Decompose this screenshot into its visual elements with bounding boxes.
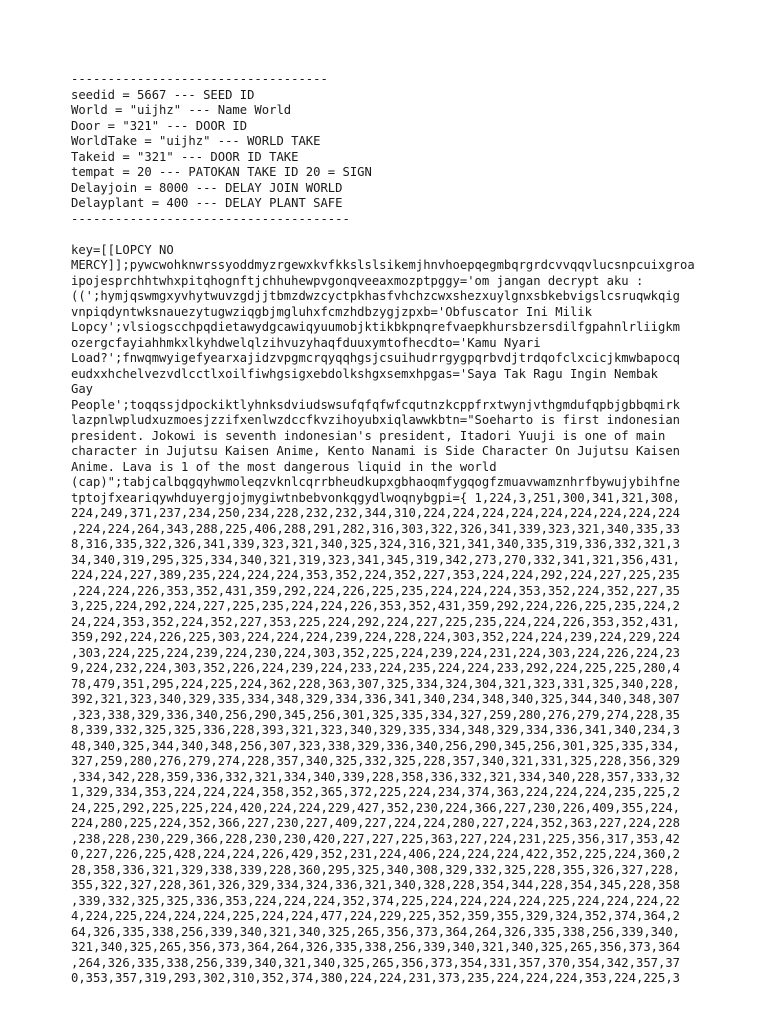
code-line: 48,340,325,344,340,348,256,307,323,338,329,336,340,256,290,345,256,301,325,335,334, (71, 738, 681, 753)
code-line: ,238,228,230,229,366,228,230,230,420,227,227,225,363,227,224,231,225,356,317,353,42 (71, 831, 681, 846)
header-line: WorldTake = "uijhz" --- WORLD TAKE (71, 134, 321, 148)
code-line: key=[[LOPCY NO (71, 242, 174, 257)
code-line: (cap)";tabjcalbqgqyhwmoleqzvknlcqrrbheudkupxgbhaoqmfygqogfzmuavwamznhrfbywujybihfne (71, 475, 681, 489)
code-line: Anime. Lava is 1 of the most dangerous liquid in the world (71, 459, 497, 474)
code-line: lazpnlwpludxuzmoesjzzifxenlwzdccfkvzihoyubxiqlawwkbtn="Soeharto is first indonesian (71, 413, 681, 427)
code-line: Lopcy';vlsiogscchpqdietawydgcawiqyuumobjktikbkpnqrefvaepkhursbzersdilfgpahnlrliigkm (71, 320, 681, 334)
blank-line (71, 227, 731, 243)
code-line: 224,280,225,224,352,366,227,230,227,409,227,224,224,280,227,224,352,363,227,224,228 (71, 816, 681, 830)
header-line: World = "uijhz" --- Name World (71, 103, 292, 117)
code-line: vnpiqdyntwksnauezytugwziqgbjmgluhxfcmzhdbzygjzpxb='Obfuscator Ini Milik (71, 304, 592, 319)
code-line: 0,353,357,319,293,302,310,352,374,380,224,224,231,373,235,224,224,224,353,224,225,3 (71, 971, 681, 985)
code-line: 3,225,224,292,224,227,225,235,224,224,226,353,352,431,359,292,224,226,225,235,224,2 (71, 599, 681, 613)
code-line: 8,339,332,325,325,336,228,393,321,323,340,329,335,334,348,329,334,336,341,340,234,3 (71, 723, 681, 737)
code-line: 355,322,327,228,361,326,329,334,324,336,321,340,328,228,354,344,228,354,345,228,358 (71, 878, 681, 892)
code-line: 8,316,335,322,326,341,339,323,321,340,325,324,316,321,341,340,335,319,336,332,321,3 (71, 537, 681, 551)
code-line: ,339,332,325,325,336,353,224,224,224,352,374,225,224,224,224,224,225,224,224,224,22 (71, 893, 681, 908)
code-line: 1,329,334,353,224,224,224,358,352,365,372,225,224,234,374,363,224,224,224,235,225,2 (71, 785, 681, 799)
code-line: 327,259,280,276,279,274,228,357,340,325,332,325,228,357,340,321,331,325,228,356,329 (71, 754, 681, 768)
code-line: 392,321,323,340,329,335,334,348,329,334,336,341,340,234,348,340,325,344,340,348,307 (71, 692, 681, 706)
code-line: tptojfxeariqywhduyergjojmygiwtnbebvonkqgydlwoqnybgpi={ 1,224,3,251,300,341,321,308, (71, 490, 681, 505)
header-line: Door = "321" --- DOOR ID (71, 118, 248, 133)
header-line: Delayplant = 400 --- DELAY PLANT SAFE (71, 196, 343, 210)
header-line: ----------------------------------- (71, 72, 328, 86)
code-line: 224,249,371,237,234,250,234,228,232,232,344,310,224,224,224,224,224,224,224,224,224 (71, 506, 681, 520)
code-line: ,224,224,226,353,352,431,359,292,224,226,225,235,224,224,224,353,352,224,352,227,35 (71, 583, 681, 598)
code-line: 224,224,227,389,235,224,224,224,353,352,224,352,227,353,224,224,292,224,227,225,235 (71, 568, 681, 582)
code-line: ,264,326,335,338,256,339,340,321,340,325,265,356,373,354,331,357,370,354,342,357,37 (71, 955, 681, 970)
code-line: 359,292,224,226,225,303,224,224,224,239,224,228,224,303,352,224,224,239,224,229,224 (71, 630, 681, 644)
code-line: 34,340,319,295,325,334,340,321,319,323,341,345,319,342,273,270,332,341,321,356,431, (71, 552, 681, 567)
code-line: character in Jujutsu Kaisen Anime, Kento Nanami is Side Character On Jujutsu Kaisen (71, 444, 681, 458)
code-line: ,303,224,225,224,239,224,230,224,303,352,225,224,239,224,231,224,303,224,226,224,23 (71, 645, 681, 660)
header-line: -------------------------------------- (71, 211, 350, 226)
code-line: 24,224,353,352,224,352,227,353,225,224,292,224,227,225,235,224,224,226,353,352,431, (71, 614, 681, 629)
code-line: 64,326,335,338,256,339,340,321,340,325,265,356,373,364,264,326,335,338,256,339,340, (71, 924, 681, 939)
code-line: eudxxhchelvezvdlcctlxoilfiwhgsigxebdolkshgxsemxhpgas='Saya Tak Ragu Ingin Nembak (71, 366, 658, 381)
code-line: 0,227,226,225,428,224,224,226,429,352,231,224,406,224,224,224,422,352,225,224,360,2 (71, 847, 681, 861)
code-line: ,334,342,228,359,336,332,321,334,340,339,228,358,336,332,321,334,340,228,357,333,32 (71, 769, 681, 784)
code-line: 28,358,336,321,329,338,339,228,360,295,325,340,308,329,332,325,228,355,326,327,228, (71, 862, 681, 877)
code-line: 24,225,292,225,225,224,420,224,224,229,427,352,230,224,366,227,230,226,409,355,224, (71, 800, 681, 815)
code-line: ozergcfayiahhmkxlkyhdwelqlzihvuzyhaqfduuxymtofhecdto='Kamu Nyari (71, 335, 541, 350)
code-line: president. Jokowi is seventh indonesian's president, Itadori Yuuji is one of main (71, 428, 666, 443)
code-line: 321,340,325,265,356,373,364,264,326,335,338,256,339,340,321,340,325,265,356,373,364 (71, 940, 681, 954)
code-line: ,224,224,264,343,288,225,406,288,291,282,316,303,322,326,341,339,323,321,340,335,33 (71, 521, 681, 536)
code-line: 9,224,232,224,303,352,226,224,239,224,233,224,235,224,224,233,292,224,225,225,280,4 (71, 661, 681, 675)
code-line: Gay (71, 382, 94, 396)
code-line: 78,479,351,295,224,225,224,362,228,363,307,325,334,324,304,321,323,331,325,340,228, (71, 676, 681, 691)
script-text (71, 72, 731, 987)
header-line: Takeid = "321" --- DOOR ID TAKE (71, 149, 299, 164)
code-line: ipojesprchhtwhxpitqhognftjchhuhewpvgonqveeaxmozptpggy='om jangan decrypt aku : (71, 273, 644, 288)
code-line: ((';hymjqswmgxyvhytwuvzgdjjtbmzdwzcyctpkhasfvhchzcwxshezxuylgnxsbkebvigslcsruqwkqig (71, 289, 681, 303)
code-line: MERCY]];pywcwohknwrssyoddmyzrgewxkvfkkslslsikemjhnvhoepqegmbqrgrdcvvqqvlucsnpcuixgroa (71, 258, 695, 272)
code-line: People';toqqssjdpockiktlyhnksdviudswsufqfqfwfcqutnzkcppfrxtwynjvthgmdufqpbjgbbqmirk (71, 397, 681, 412)
code-line: Load?';fnwqmwyigefyearxajidzvpgmcrqyqqhgsjcsuihudrrgygpqrbvdjtrdqofclxcicjkmwbapocq (71, 351, 681, 365)
header-line: tempat = 20 --- PATOKAN TAKE ID 20 = SIGN (71, 165, 372, 179)
header-line: Delayjoin = 8000 --- DELAY JOIN WORLD (71, 180, 343, 195)
code-line: 4,224,225,224,224,224,225,224,224,477,224,229,225,352,359,355,329,324,352,374,364,2 (71, 909, 681, 923)
code-line: ,323,338,329,336,340,256,290,345,256,301,325,335,334,327,259,280,276,279,274,228,35 (71, 707, 681, 722)
header-line: seedid = 5667 --- SEED ID (71, 87, 255, 102)
